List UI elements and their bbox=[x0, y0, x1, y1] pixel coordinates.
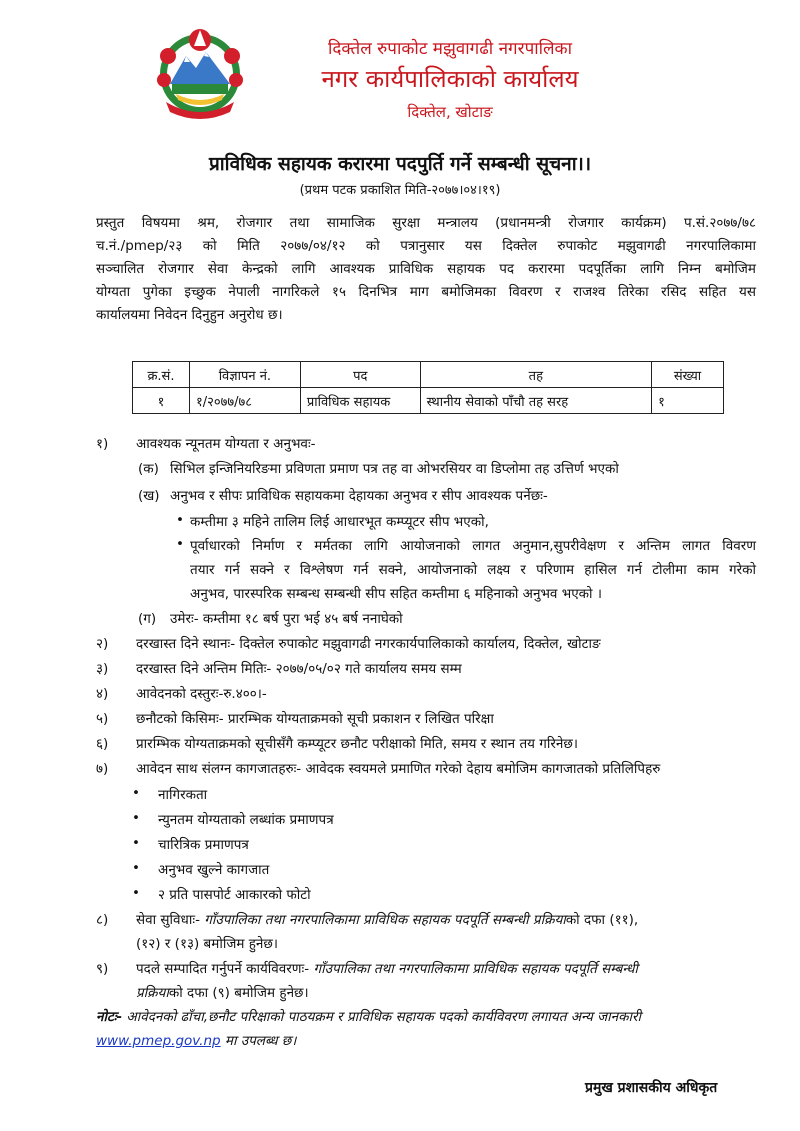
item-number: ५) bbox=[96, 711, 109, 727]
item-lead: सेवा सुविधाः- bbox=[136, 912, 200, 928]
bullet-icon: • bbox=[132, 860, 140, 876]
bullet-icon: • bbox=[132, 810, 140, 826]
sub-item-label: (ग) bbox=[138, 611, 157, 627]
pmep-website-link[interactable]: www.pmep.gov.np bbox=[96, 1033, 221, 1049]
item-italic: गाँउपालिका तथा नगरपालिकामा प्राविधिक सहायक पदपूर्ति सम्बन्धी bbox=[313, 961, 638, 977]
bullet-icon: • bbox=[132, 785, 140, 801]
intro-line: च.नं./pmep/२३ को मिति २०७७/०४/१२ को पत्रानुसार यस दिक्तेल रुपाकोट मझुवागढी नगरपालिकामा bbox=[96, 238, 756, 254]
table-header-row bbox=[133, 362, 724, 388]
bullet-icon: • bbox=[176, 512, 184, 528]
table-cell: स्थानीय सेवाको पाँचौ तह सरह bbox=[420, 388, 651, 414]
notice-publish-date: (प्रथम पटक प्रकाशित मिति-२०७७।०४।१९) bbox=[299, 183, 501, 198]
bullet-icon: • bbox=[176, 536, 184, 552]
item-italic: गाँउपालिका तथा नगरपालिकामा प्राविधिक सहायक पदपूर्ति सम्बन्धी प्रक्रिया bbox=[204, 912, 566, 928]
municipality-name: दिक्तेल रुपाकोट मझुवागढी नगरपालिका bbox=[327, 39, 573, 59]
sub-bullet-text: अनुभव, पारस्परिक सम्बन्ध सम्बन्धी सीप सहित कम्तीमा ६ महिनाको अनुभव भएको । bbox=[190, 586, 602, 602]
item-number: ३) bbox=[96, 661, 109, 677]
table-row bbox=[133, 388, 724, 414]
document-item: नागिरकता bbox=[158, 787, 208, 803]
intro-line: सञ्चालित रोजगार सेवा केन्द्रको लागि आवश्यक प्राविधिक सहायक पद करारमा पदपूर्तिका लागि निम्न बमोजिम bbox=[96, 261, 756, 277]
column-header: पद bbox=[300, 362, 420, 388]
table-cell: १ bbox=[133, 388, 190, 414]
sub-item-text: सिभिल इन्जिनियरिङमा प्रविणता प्रमाण पत्र तह वा ओभरसियर वा डिप्लोमा तह उत्तिर्ण भएको bbox=[170, 461, 619, 477]
intro-line: कार्यालयमा निवेदन दिनुहुन अनुरोध छ। bbox=[96, 307, 283, 323]
item-number: ९) bbox=[96, 961, 109, 977]
sub-item-label: (ख) bbox=[138, 488, 160, 504]
signatory-title: प्रमुख प्रशासकीय अधिकृत bbox=[585, 1080, 718, 1096]
bullet-icon: • bbox=[132, 835, 140, 851]
item-text: प्रारम्भिक योग्यताक्रमको सूचीसँगै कम्प्यूटर छनौट परीक्षाको मिति, समय र स्थान तय गरिनेछ। bbox=[136, 736, 578, 752]
office-address: दिक्तेल, खोटाङ bbox=[407, 103, 493, 121]
intro-paragraph bbox=[96, 212, 756, 327]
table-cell: प्राविधिक सहायक bbox=[300, 388, 420, 414]
column-header: तह bbox=[420, 362, 651, 388]
item-number: ६) bbox=[96, 736, 109, 752]
sub-item-text: उमेरः- कम्तीमा १८ बर्ष पुरा भई ४५ बर्ष ननाघेको bbox=[170, 611, 403, 627]
item-text bbox=[136, 910, 638, 928]
document-item: २ प्रति पासपोर्ट आकारको फोटो bbox=[158, 887, 311, 903]
office-name: नगर कार्यपालिकाको कार्यालय bbox=[321, 65, 579, 93]
item-number: २) bbox=[96, 636, 109, 652]
item-text bbox=[136, 959, 638, 977]
item-rest: को दफा (११), bbox=[565, 912, 639, 928]
item-text: आवेदन साथ संलग्न कागजातहरुः- आवेदक स्वयमले प्रमाणित गरेको देहाय बमोजिम कागजातको प्रतिलिपिहरु bbox=[136, 761, 661, 777]
item-number: ४) bbox=[96, 686, 109, 702]
notice-title: प्राविधिक सहायक करारमा पदपुर्ति गर्ने सम्बन्धी सूचना।। bbox=[208, 153, 592, 175]
footnote-label: नोटः- bbox=[96, 1009, 123, 1025]
item-text: आवश्यक न्यूनतम योग्यता र अनुभवः- bbox=[136, 436, 316, 452]
sub-item-label: (क) bbox=[138, 461, 159, 477]
column-header: संख्या bbox=[652, 362, 724, 388]
item-text: दरखास्त दिने अन्तिम मितिः- २०७७/०५/०२ गते कार्यालय समय सम्म bbox=[136, 661, 462, 677]
sub-bullet-text: तयार गर्न सक्ने र विश्लेषण गर्न सक्ने, आयोजनाको लक्ष्य र परिणाम हासिल गर्न टोलीमा काम गरेको bbox=[190, 562, 756, 578]
document-item: अनुभव खुल्ने कागजात bbox=[158, 862, 270, 878]
vacancy-table bbox=[132, 361, 724, 414]
sub-bullet-text: कम्तीमा ३ महिने तालिम लिई आधारभूत कम्प्यूटर सीप भएको, bbox=[190, 514, 489, 530]
item-text-continued: (१२) र (१३) बमोजिम हुनेछ। bbox=[136, 936, 278, 952]
document-item: न्युनतम योग्यताको लब्धांक प्रमाणपत्र bbox=[158, 812, 334, 828]
footnote-suffix: मा उपलब्ध छ। bbox=[224, 1033, 297, 1049]
sub-bullet-text: पूर्वाधारको निर्माण र मर्मतका लागि आयोजनाको लागत अनुमान,सुपरीवेक्षण र अन्तिम लागत विवरण bbox=[190, 538, 756, 554]
document-item: चारित्रिक प्रमाणपत्र bbox=[158, 837, 249, 853]
item-text: छनौटको किसिमः- प्रारम्भिक योग्यताक्रमको सूची प्रकाशन र लिखित परिक्षा bbox=[136, 711, 494, 727]
item-lead: पदले सम्पादित गर्नुपर्ने कार्यविवरणः- bbox=[136, 961, 310, 977]
intro-line: प्रस्तुत विषयमा श्रम, रोजगार तथा सामाजिक सुरक्षा मन्त्रालय (प्रधानमन्त्री रोजगार कार्यक्रम) प.सं.२०७७/७८ bbox=[96, 215, 756, 231]
column-header: विज्ञापन नं. bbox=[189, 362, 300, 388]
intro-line: योग्यता पुगेका इच्छुक नेपाली नागरिकले १५ दिनभित्र माग बमोजिमका विवरण र राजश्व तिरेका रसिद सहित यस bbox=[96, 284, 756, 300]
bullet-icon: • bbox=[132, 885, 140, 901]
item-text: दरखास्त दिने स्थानः- दिक्तेल रुपाकोट मझुवागढी नगरकार्यपालिकाको कार्यालय, दिक्तेल, खोटाङ bbox=[136, 636, 601, 652]
column-header: क्र.सं. bbox=[133, 362, 190, 388]
table-cell: १/२०७७/७८ bbox=[189, 388, 300, 414]
nepal-emblem-icon bbox=[146, 22, 254, 122]
item-italic: प्रक्रिया bbox=[136, 985, 169, 1001]
item-number: १) bbox=[96, 436, 109, 452]
footnote-text: आवेदनको ढाँचा,छनौट परिक्षाको पाठयक्रम र प्राविधिक सहायक पदको कार्यविवरण लगायत अन्य जानकारी bbox=[126, 1009, 642, 1025]
item-number: ८) bbox=[96, 912, 109, 928]
item-text-continued bbox=[136, 983, 309, 1001]
table-cell: १ bbox=[652, 388, 724, 414]
item-text: आवेदनको दस्तुरः-रु.४००।- bbox=[136, 686, 267, 702]
footnote-continued bbox=[96, 1031, 296, 1049]
item-rest: को दफा (९) बमोजिम हुनेछ। bbox=[168, 985, 309, 1001]
sub-item-text: अनुभव र सीपः प्राविधिक सहायकमा देहायका अनुभव र सीप आवश्यक पर्नेछः- bbox=[170, 488, 548, 504]
item-number: ७) bbox=[96, 761, 109, 777]
footnote bbox=[96, 1007, 641, 1025]
